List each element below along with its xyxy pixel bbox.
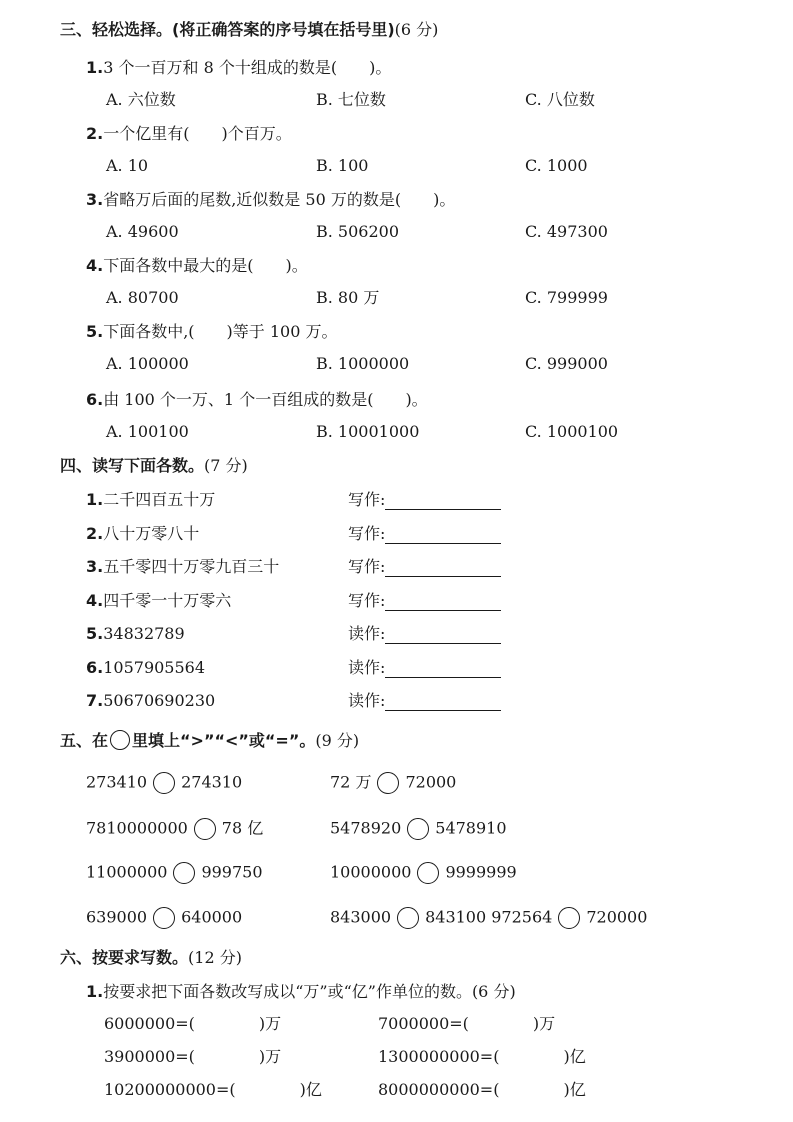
section-4-score: (7 分) (204, 456, 248, 475)
question-number: 5. (86, 322, 104, 341)
answer-field (348, 557, 501, 577)
item-text: 五千零四十万零九百三十 (103, 557, 280, 576)
answer-circle[interactable] (153, 907, 175, 929)
option-a[interactable]: A. 六位数 (106, 90, 176, 109)
question-1 (86, 58, 391, 78)
answer-circle[interactable] (417, 862, 439, 884)
section-6-q1 (86, 982, 516, 1002)
conversion-left-1[interactable]: 6000000=( )万 (104, 1014, 282, 1033)
answer-label: 读作: (348, 624, 386, 643)
item-number: 4. (86, 590, 104, 610)
question-number: 1. (86, 982, 104, 1001)
question-text: 3 个一百万和 8 个十组成的数是( )。 (103, 58, 392, 77)
compare-value: 5478910 (435, 818, 507, 838)
option-b[interactable]: B. 506200 (316, 222, 400, 241)
answer-blank[interactable] (385, 558, 501, 577)
option-b[interactable]: B. 100 (316, 156, 369, 175)
comparison-right-1 (330, 772, 456, 794)
compare-value: 72000 (405, 772, 457, 792)
compare-value: 273410 (86, 772, 148, 792)
answer-circle[interactable] (397, 907, 419, 929)
section-6-heading (60, 948, 242, 968)
item-number: 2. (86, 523, 104, 543)
comparison-left-4 (86, 907, 242, 929)
comparison-right-4 (330, 907, 647, 929)
answer-blank[interactable] (385, 692, 501, 711)
option-b[interactable]: B. 1000000 (316, 354, 410, 373)
answer-circle[interactable] (407, 818, 429, 840)
conversion-right-3[interactable]: 8000000000=( )亿 (378, 1080, 586, 1099)
answer-label: 写作: (348, 490, 386, 509)
item-text: 50670690230 (103, 691, 216, 710)
option-c[interactable]: C. 八位数 (525, 90, 595, 109)
option-a[interactable]: A. 49600 (106, 222, 179, 241)
conversion-right-1[interactable]: 7000000=( )万 (378, 1014, 556, 1033)
item-text: 1057905564 (103, 657, 206, 677)
compare-value: 640000 (181, 907, 243, 927)
compare-value: 72 万 (330, 772, 372, 792)
section-5-score: (9 分) (315, 731, 360, 750)
question-number: 1. (86, 58, 104, 77)
option-c[interactable]: C. 1000100 (525, 422, 619, 441)
answer-circle[interactable] (153, 772, 175, 794)
item-number: 6. (86, 657, 104, 677)
item-text: 34832789 (103, 624, 185, 643)
answer-field (348, 691, 501, 711)
answer-field (348, 490, 501, 510)
question-text: 省略万后面的尾数,近似数是 50 万的数是( )。 (103, 190, 456, 209)
compare-value: 78 亿 (221, 818, 264, 838)
option-a[interactable]: A. 100000 (106, 354, 189, 373)
question-number: 6. (86, 390, 104, 409)
compare-value: 9999999 (445, 862, 517, 882)
conversion-left-2[interactable]: 3900000=( )万 (104, 1047, 282, 1066)
section-4-heading (60, 456, 248, 476)
question-6 (86, 390, 428, 410)
comparison-right-3 (330, 862, 517, 884)
circle-symbol-icon (110, 730, 130, 750)
item-text: 二千四百五十万 (103, 490, 216, 509)
answer-field (348, 591, 501, 611)
option-b[interactable]: B. 10001000 (316, 422, 420, 441)
question-number: 4. (86, 256, 104, 275)
question-2 (86, 124, 292, 144)
answer-blank[interactable] (385, 625, 501, 644)
section-5-heading (60, 730, 359, 751)
answer-field (348, 624, 501, 644)
question-number: 3. (86, 190, 104, 209)
answer-label: 读作: (348, 657, 386, 677)
compare-value: 11000000 (86, 862, 168, 882)
compare-value: 274310 (181, 772, 243, 792)
conversion-left-3[interactable]: 10200000000=( )亿 (104, 1080, 322, 1099)
option-a[interactable]: A. 80700 (106, 288, 179, 307)
read-write-item-6 (86, 658, 205, 678)
answer-circle[interactable] (173, 862, 195, 884)
section-6-score: (12 分) (188, 948, 242, 967)
section-6-title: 六、按要求写数。 (60, 948, 189, 967)
question-3 (86, 190, 455, 210)
compare-value: 5478920 (330, 818, 402, 838)
read-write-item-2 (86, 524, 199, 544)
comparison-left-3 (86, 862, 263, 884)
question-5 (86, 322, 338, 342)
item-number: 7. (86, 691, 104, 710)
compare-value: 720000 (586, 907, 648, 927)
answer-blank[interactable] (385, 659, 501, 678)
question-number: 2. (86, 124, 104, 143)
answer-field (348, 658, 501, 678)
question-text: 下面各数中,( )等于 100 万。 (103, 322, 338, 341)
section-5-title-post: 里填上“>”“<”或“=”。 (132, 731, 316, 750)
read-write-item-7 (86, 691, 215, 711)
option-c[interactable]: C. 799999 (525, 288, 608, 307)
section-4-title: 四、读写下面各数。 (60, 456, 205, 475)
item-number: 5. (86, 624, 104, 643)
option-c[interactable]: C. 999000 (525, 354, 608, 373)
answer-blank[interactable] (385, 592, 501, 611)
option-c[interactable]: C. 497300 (525, 222, 608, 241)
answer-circle[interactable] (377, 772, 399, 794)
question-text: 一个亿里有( )个百万。 (103, 124, 292, 143)
section-3-heading (60, 20, 438, 40)
section-3-title: 三、轻松选择。(将正确答案的序号填在括号里) (60, 20, 395, 39)
compare-value: 10000000 (330, 862, 412, 882)
option-a[interactable]: A. 10 (106, 156, 149, 175)
question-4 (86, 256, 308, 276)
item-text: 八十万零八十 (103, 523, 200, 543)
comparison-right-2 (330, 818, 507, 840)
read-write-item-3 (86, 557, 279, 577)
compare-value: 843000 (330, 907, 392, 927)
item-number: 3. (86, 557, 104, 576)
answer-circle[interactable] (558, 907, 580, 929)
option-b[interactable]: B. 80 万 (316, 288, 380, 307)
question-text: 由 100 个一万、1 个一百组成的数是( )。 (103, 390, 428, 409)
section-3-score: (6 分) (394, 20, 439, 39)
compare-value: 639000 (86, 907, 148, 927)
question-text: 按要求把下面各数改写成以“万”或“亿”作单位的数。(6 分) (103, 982, 516, 1001)
comparison-left-2 (86, 818, 263, 840)
option-c[interactable]: C. 1000 (525, 156, 588, 175)
compare-value: 7810000000 (86, 818, 188, 838)
answer-label: 读作: (348, 691, 386, 710)
answer-label: 写作: (348, 557, 386, 576)
option-a[interactable]: A. 100100 (106, 422, 189, 441)
read-write-item-1 (86, 490, 215, 510)
answer-field (348, 524, 501, 544)
item-number: 1. (86, 490, 104, 509)
read-write-item-4 (86, 591, 231, 611)
comparison-left-1 (86, 772, 242, 794)
answer-blank[interactable] (385, 491, 501, 510)
option-b[interactable]: B. 七位数 (316, 90, 386, 109)
question-text: 下面各数中最大的是( )。 (103, 256, 308, 275)
answer-circle[interactable] (194, 818, 216, 840)
section-5-title-pre: 五、在 (60, 731, 109, 750)
answer-label: 写作: (348, 590, 386, 610)
compare-value: 843100 972564 (425, 907, 553, 927)
conversion-right-2[interactable]: 1300000000=( )亿 (378, 1047, 586, 1066)
item-text: 四千零一十万零六 (103, 590, 232, 610)
answer-blank[interactable] (385, 525, 501, 544)
compare-value: 999750 (201, 862, 263, 882)
read-write-item-5 (86, 624, 185, 644)
answer-label: 写作: (348, 523, 386, 543)
